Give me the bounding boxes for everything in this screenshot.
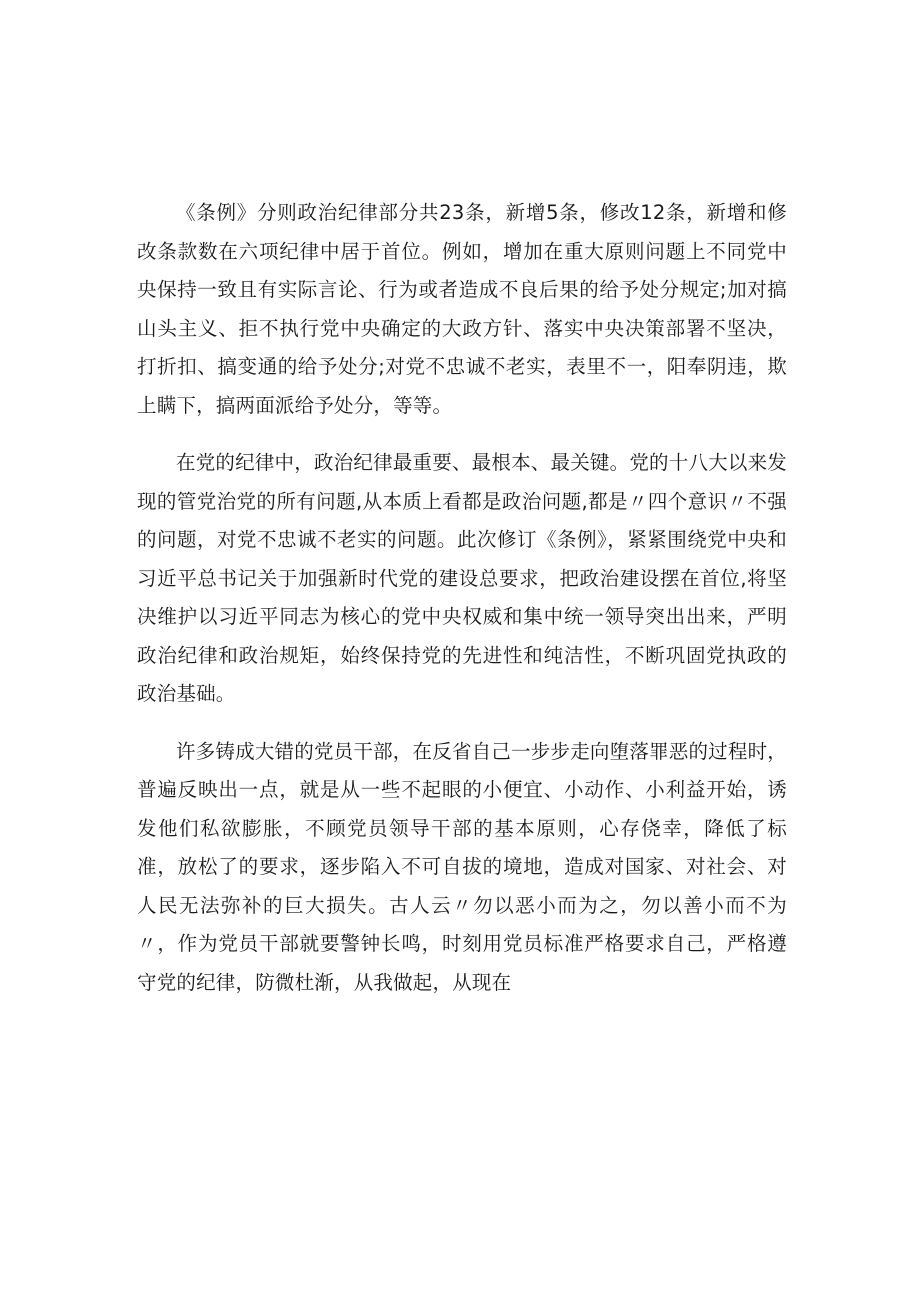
paragraph-1: 《条例》分则政治纪律部分共23条，新增5条，修改12条，新增和修改条款数在六项纪律中居于首位。例如，增加在重大原则问题上不同党中央保持一致且有实际言论、行为或者造成不良后果的给予处分规定;加对搞山头主义、拒不执行党中央确定的大政方针、落实中央决策部署不坚决，打折扣、搞变通的给予处分;对党不忠诚不老实，表里不一，阳奉阴违，欺上瞒下，搞两面派给予处分，等等。 [137, 201, 787, 417]
paragraph-2: 在党的纪律中，政治纪律最重要、最根本、最关键。党的十八大以来发现的管党治党的所有问题,从本质上看都是政治问题,都是〃四个意识〃不强的问题，对党不忠诚不老实的问题。此次修订《条例》，紧紧围绕党中央和习近平总书记关于加强新时代党的建设总要求，把政治建设摆在首位,将坚决维护以习近平同志为核心的党中央权威和集中统一领导突出出来，严明政治纪律和政治规矩，始终保持党的先进性和纯洁性，不断巩固党执政的政治基础。 [137, 451, 787, 705]
paragraph-3: 许多铸成大错的党员干部，在反省自己一步步走向堕落罪恶的过程时，普遍反映出一点，就是从一些不起眼的小便宜、小动作、小利益开始，诱发他们私欲膨胀，不顾党员领导干部的基本原则，心存侥幸，降低了标准，放松了的要求，逐步陷入不可自拔的境地，造成对国家、对社会、对人民无法弥补的巨大损失。古人云〃勿以恶小而为之，勿以善小而不为〃，作为党员干部就要警钟长鸣，时刻用党员标准严格要求自己，严格遵守党的纪律，防微杜渐，从我做起，从现在 [137, 739, 787, 994]
document-body [137, 194, 787, 1021]
